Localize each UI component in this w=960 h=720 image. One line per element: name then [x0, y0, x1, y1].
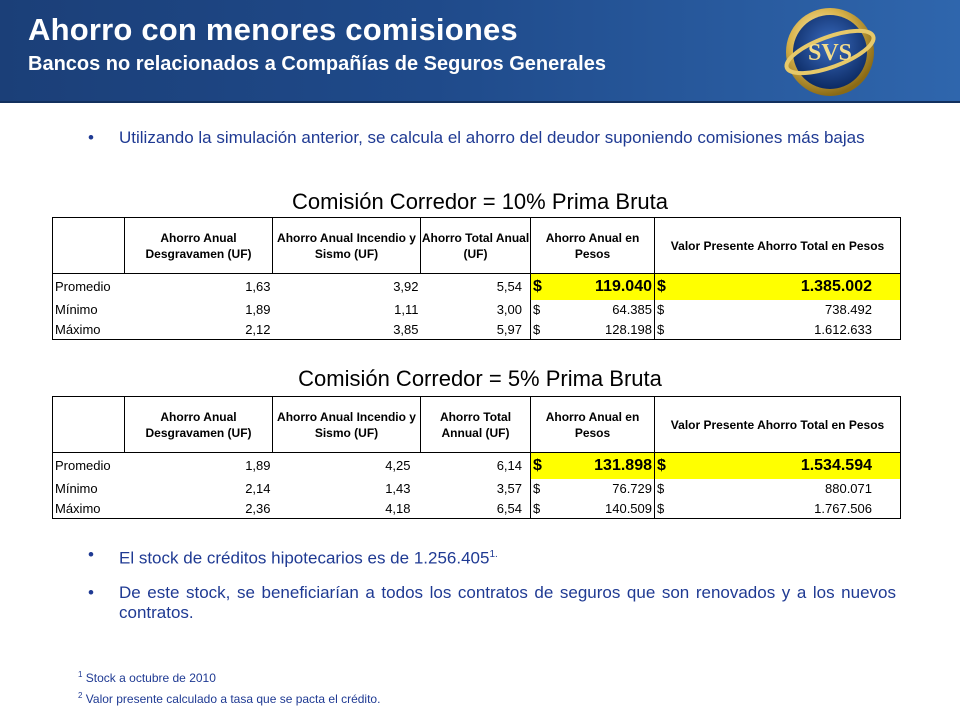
cell-desgravamen: 2,12 [125, 320, 273, 340]
footnote-1 [78, 666, 380, 687]
cell-pesos [531, 453, 655, 479]
bullet-intro [88, 128, 896, 148]
cell-pesos [531, 274, 655, 300]
currency-symbol: $ [657, 302, 665, 317]
table-row [53, 499, 901, 519]
amount: 119.040 [595, 277, 652, 295]
cell-incendio: 4,25 [385, 458, 411, 474]
cell-incendio: 3,92 [393, 279, 419, 295]
currency-symbol: $ [533, 500, 541, 516]
table5-header-incendio: Ahorro Anual Incendio y Sismo (UF) [273, 397, 421, 453]
amount: 64.385 [612, 302, 652, 317]
row-label: Mínimo [53, 479, 125, 499]
table-row [53, 300, 901, 320]
table-commission-5 [52, 396, 901, 519]
footnote-ref: 1. [489, 549, 498, 560]
cell-incendio: 4,18 [273, 499, 421, 519]
cell-desgravamen: 2,14 [245, 481, 271, 496]
currency-symbol: $ [533, 302, 541, 317]
cell-desgravamen: 1,89 [245, 458, 271, 474]
table10-header-vp: Valor Presente Ahorro Total en Pesos [655, 218, 901, 274]
bullet-benefit [88, 583, 896, 623]
table5-header-desgravamen: Ahorro Anual Desgravamen (UF) [125, 397, 273, 453]
table10-header-incendio: Ahorro Anual Incendio y Sismo (UF) [273, 218, 421, 274]
footnote-2 [78, 687, 380, 708]
amount: 76.729 [612, 481, 652, 496]
footnote-1-text: Stock a octubre de 2010 [85, 671, 216, 685]
cell-total: 5,54 [496, 279, 522, 295]
footnote-2-number: 2 [78, 691, 83, 700]
cell-vp [655, 499, 901, 519]
cell-pesos [531, 499, 655, 519]
cell-incendio: 1,43 [385, 481, 411, 496]
amount: 1.534.594 [800, 456, 872, 474]
bullet-intro-text: Utilizando la simulación anterior, se calcula el ahorro del deudor suponiendo comisiones más bajas [119, 128, 865, 147]
bullet-dot: • [88, 545, 94, 564]
cell-total: 6,14 [496, 458, 522, 474]
table5-title: Comisión Corredor = 5% Prima Bruta [298, 366, 662, 391]
cell-total: 5,97 [421, 320, 531, 340]
cell-pesos [531, 320, 655, 340]
table-row [53, 453, 901, 479]
header-banner [0, 0, 960, 103]
row-label: Promedio [53, 274, 125, 300]
table-row [53, 274, 901, 300]
currency-symbol: $ [533, 277, 542, 295]
amount: 880.071 [825, 481, 872, 496]
table10-header-desgravamen: Ahorro Anual Desgravamen (UF) [125, 218, 273, 274]
amount: 1.767.506 [814, 500, 872, 516]
amount: 140.509 [605, 500, 652, 516]
cell-desgravamen: 2,36 [125, 499, 273, 519]
cell-vp [655, 479, 901, 499]
table10-corner [53, 218, 125, 274]
currency-symbol: $ [533, 456, 542, 474]
table5-corner [53, 397, 125, 453]
row-label: Máximo [53, 499, 125, 519]
table5-header-pesos: Ahorro Anual en Pesos [531, 397, 655, 453]
bullet-dot: • [88, 583, 94, 602]
footnote-1-number: 1 [78, 670, 83, 679]
row-label: Mínimo [53, 300, 125, 320]
table-commission-10 [52, 217, 901, 340]
cell-total: 3,57 [496, 481, 522, 496]
cell-incendio: 1,11 [394, 302, 419, 317]
currency-symbol: $ [533, 321, 541, 337]
cell-vp [655, 453, 901, 479]
amount: 128.198 [605, 321, 652, 337]
table-row [53, 320, 901, 340]
bullet-dot: • [88, 128, 94, 147]
table10-header-total: Ahorro Total Anual (UF) [421, 218, 531, 274]
svs-logo [780, 2, 880, 102]
cell-total: 6,54 [421, 499, 531, 519]
cell-vp [655, 320, 901, 340]
cell-desgravamen: 1,89 [245, 302, 271, 317]
cell-desgravamen: 1,63 [245, 279, 271, 295]
bullet-stock-text: El stock de créditos hipotecarios es de 1.256.405 [119, 548, 490, 568]
table5-header-vp: Valor Presente Ahorro Total en Pesos [655, 397, 901, 453]
footnotes [78, 666, 380, 708]
cell-total: 3,00 [496, 302, 522, 317]
page-title: Ahorro con menores comisiones [28, 12, 518, 47]
currency-symbol: $ [657, 481, 665, 496]
row-label: Máximo [53, 320, 125, 340]
cell-vp [655, 274, 901, 300]
amount: 1.385.002 [800, 277, 872, 295]
currency-symbol: $ [657, 277, 666, 295]
currency-symbol: $ [533, 481, 541, 496]
cell-incendio: 3,85 [273, 320, 421, 340]
logo-text: SVS [807, 40, 853, 66]
table-row [53, 479, 901, 499]
bullet-stock [88, 545, 896, 569]
table10-header-pesos: Ahorro Anual en Pesos [531, 218, 655, 274]
cell-pesos [531, 479, 655, 499]
cell-vp [655, 300, 901, 320]
amount: 1.612.633 [814, 321, 872, 337]
row-label: Promedio [53, 453, 125, 479]
footnote-2-text: Valor presente calculado a tasa que se pacta el crédito. [85, 692, 381, 706]
bullet-benefit-text: De este stock, se beneficiarían a todos los contratos de seguros que son renovados y a los nuevos contratos. [119, 583, 896, 622]
currency-symbol: $ [657, 500, 665, 516]
amount: 131.898 [594, 456, 652, 474]
table5-header-total: Ahorro Total Annual (UF) [421, 397, 531, 453]
page-subtitle: Bancos no relacionados a Compañías de Seguros Generales [28, 53, 606, 75]
currency-symbol: $ [657, 321, 665, 337]
table10-title: Comisión Corredor = 10% Prima Bruta [292, 189, 668, 214]
amount: 738.492 [825, 302, 872, 317]
currency-symbol: $ [657, 456, 666, 474]
cell-pesos [531, 300, 655, 320]
